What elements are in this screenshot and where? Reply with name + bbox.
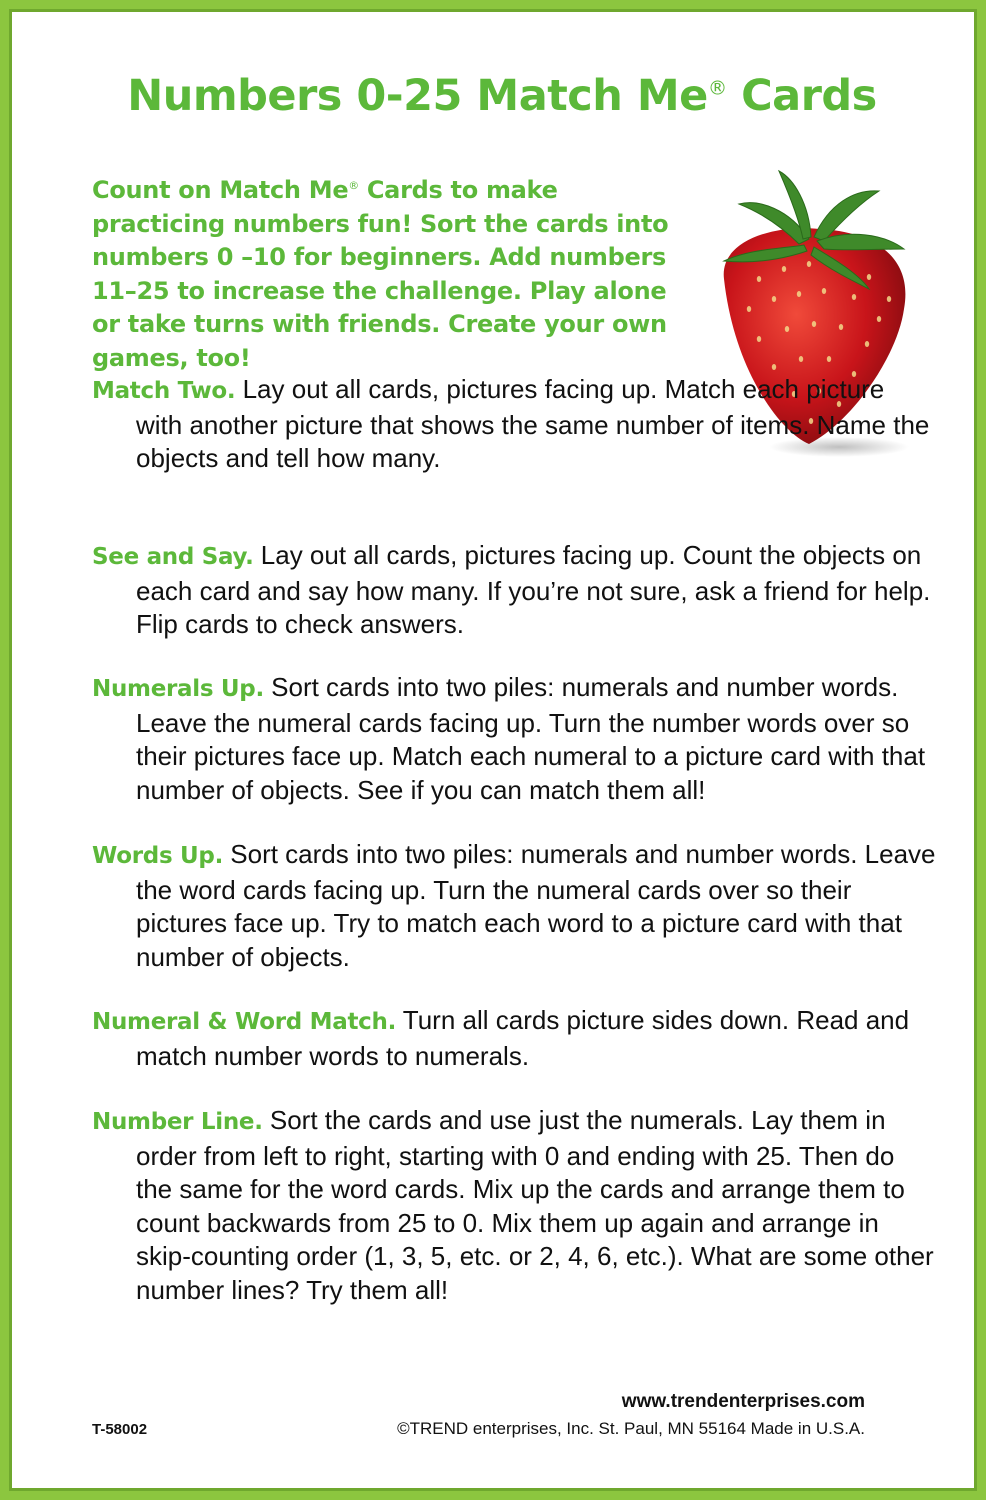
section-see-and-say: See and Say. Lay out all cards, pictures facing up. Count the objects on each card and say how many. If you’re not sure, ask a friend for help. Flip cards to check answers. bbox=[92, 540, 931, 639]
section-number-line: Number Line. Sort the cards and use just the numerals. Lay them in order from left to right, starting with 0 and ending with 25. Then do the same for the word cards. Mix up the cards and arrange them to count backwards from 25 to 0. Mix them up again and arrange in skip-counting order (1, 3, 5, etc. or 2, 4, 6, etc.). What are some other number lines? Try them all! bbox=[92, 1105, 934, 1305]
page-title: Numbers 0-25 Match Me® Cards bbox=[127, 71, 877, 121]
product-code: T-58002 bbox=[92, 1421, 148, 1438]
section-numerals-up: Numerals Up. Sort cards into two piles: numerals and number words. Leave the numeral cards facing up. Turn the number words over so their pictures face up. Match each numeral to a picture card with that number of objects. See if you can match them all! bbox=[92, 672, 926, 805]
section-numeral-word-match: Numeral & Word Match. Turn all cards picture sides down. Read and match number words to numerals. bbox=[92, 1005, 910, 1071]
copyright-text: ©TREND enterprises, Inc. St. Paul, MN 55164 Made in U.S.A. bbox=[397, 1419, 865, 1438]
section-match-two: Match Two. Lay out all cards, pictures facing up. Match each picture with another picture that shows the same number of items. Name the objects and tell how many. bbox=[92, 374, 930, 473]
intro-text: Count on Match Me® Cards to make practicing numbers fun! Sort the cards into numbers 0 –10 for beginners. Add numbers 11–25 to increase the challenge. Play alone or take turns with friends. Create your own games, too! bbox=[92, 176, 669, 372]
section-words-up: Words Up. Sort cards into two piles: numerals and number words. Leave the word cards facing up. Turn the numeral cards over so their pictures face up. Try to match each word to a picture card with that number of objects. bbox=[92, 839, 936, 972]
website-url: www.trendenterprises.com bbox=[621, 1391, 865, 1412]
